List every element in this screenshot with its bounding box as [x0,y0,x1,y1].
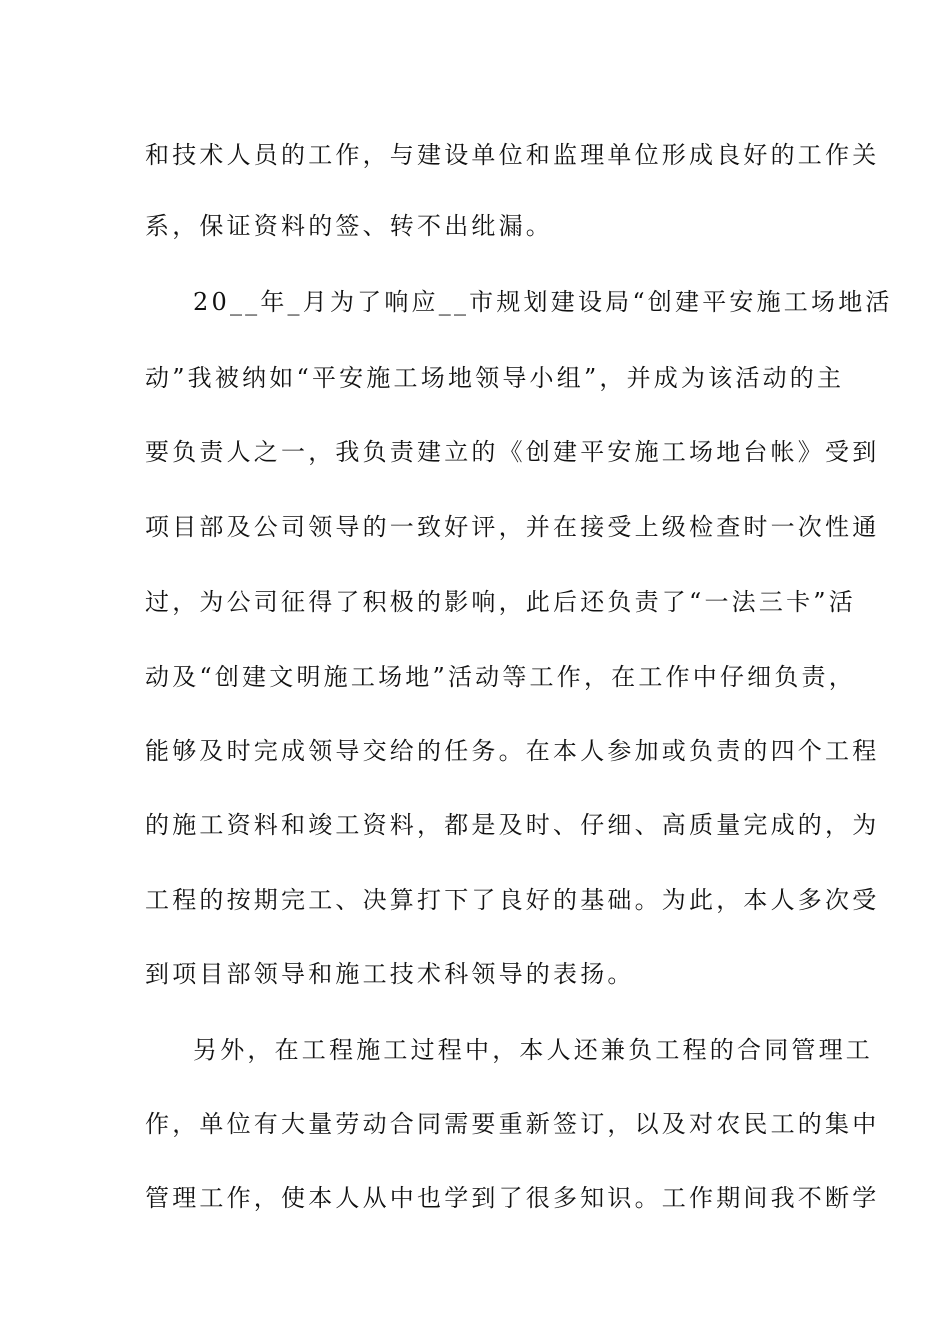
text-line: 管理工作，使本人从中也学到了很多知识。工作期间我不断学 [145,1184,880,1212]
text-line: 动及“创建文明施工场地”活动等工作，在工作中仔细负责， [145,663,856,691]
text-line: 到项目部领导和施工技术科领导的表扬。 [145,960,635,988]
text-line: 工程的按期完工、决算打下了良好的基础。为此，本人多次受 [145,886,880,914]
text-line: 系，保证资料的签、转不出纰漏。 [145,212,553,240]
paragraph-first-line: 20__年_月为了响应__市规划建设局“创建平安施工场地活 [193,288,893,316]
text-line: 动”我被纳如“平安施工场地领导小组”，并成为该活动的主 [145,364,845,392]
text-line: 项目部及公司领导的一致好评，并在接受上级检查时一次性通 [145,513,880,541]
text-line: 和技术人员的工作，与建设单位和监理单位形成良好的工作关 [145,141,880,169]
text-line: 的施工资料和竣工资料，都是及时、仔细、高质量完成的，为 [145,811,880,839]
text-line: 要负责人之一，我负责建立的《创建平安施工场地台帐》受到 [145,438,880,466]
text-line: 作，单位有大量劳动合同需要重新签订，以及对农民工的集中 [145,1110,880,1138]
paragraph-first-line: 另外，在工程施工过程中，本人还兼负工程的合同管理工 [193,1036,873,1064]
text-line: 过，为公司征得了积极的影响，此后还负责了“一法三卡”活 [145,588,856,616]
text-line: 能够及时完成领导交给的任务。在本人参加或负责的四个工程 [145,737,880,765]
